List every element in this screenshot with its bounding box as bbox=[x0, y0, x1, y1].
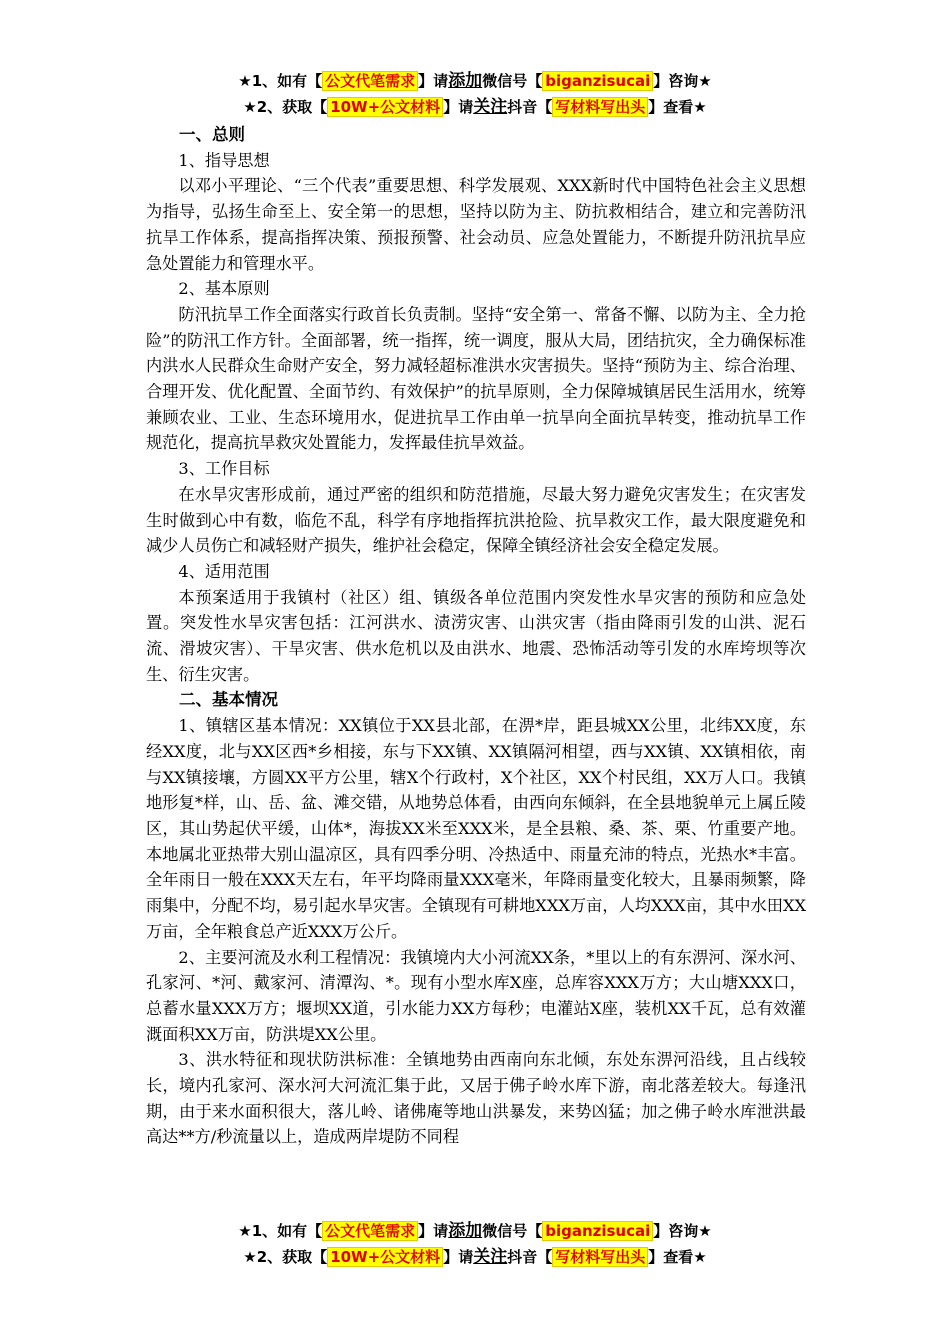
promo-banner-top-line2 bbox=[0, 94, 950, 120]
banner-text: 】咨询★ bbox=[653, 1222, 712, 1240]
promo-banner-bottom-line1 bbox=[0, 1218, 950, 1244]
banner-text: ★1、如有【 bbox=[238, 1222, 323, 1240]
subsection-heading: 3、工作目标 bbox=[178, 459, 270, 479]
paragraph: 在水旱灾害形成前，通过严密的组织和防范措施，尽最大努力避免灾害发生；在灾害发生时做到心中有数，临危不乱，科学有序地指挥抗洪抢险、抗旱救灾工作，最大限度避免和减少人员伤亡和减轻财产损失，维护社会稳定，保障全镇经济社会安全稳定发展。 bbox=[146, 484, 806, 556]
banner-text: ★2、获取【 bbox=[243, 98, 328, 116]
document-body bbox=[146, 122, 806, 1150]
paragraph: 防汛抗旱工作全面落实行政首长负责制。坚持“安全第一、常备不懈、以防为主、全力抢险”的防汛工作方针。全面部署，统一指挥，统一调度，服从大局，团结抗灾，全力确保标准内洪水人民群众生命财产安全，努力减轻超标准洪水灾害损失。坚持“预防为主、综合治理、合理开发、优化配置、全面节约、有效保护”的抗旱原则，全力保障城镇居民生活用水，统筹兼顾农业、工业、生态环境用水，促进抗旱工作由单一抗旱向全面抗旱转变，推动抗旱工作规范化，提高抗旱救灾处置能力，发挥最佳抗旱效益。 bbox=[146, 304, 806, 453]
paragraph: 1、镇辖区基本情况：XX镇位于XX县北部，在淠*岸，距县城XX公里，北纬XX度，东经XX度，北与XX区西*乡相接，东与下XX镇、XX镇隔河相望，西与XX镇、XX镇相依，南与XX镇接壤，方圆XX平方公里，辖X个行政村，X个社区，XX个村民组，XX万人口。我镇地形复*样，山、岳、盆、滩交错，从地势总体看，由西向东倾斜，在全县地貌单元上属丘陵区，其山势起伏平缓，山体*，海拔XX米至XXX米，是全县粮、桑、茶、栗、竹重要产地。本地属北亚热带大别山温凉区，具有四季分明、冷热适中、雨量充沛的特点，光热水*丰富。全年雨日一般在XXX天左右，年平均降雨量XXX毫米，年降雨量变化较大，且暴雨频繁，降雨集中，分配不均，易引起水旱灾害。全镇现有可耕地XXX万亩，人均XXX亩，其中水田XX万亩，全年粮食总产近XXX万公斤。 bbox=[146, 716, 806, 941]
promo-banner-bottom-line2 bbox=[0, 1244, 950, 1270]
banner-text: 】请 bbox=[443, 1248, 474, 1266]
paragraph: 3、洪水特征和现状防洪标准：全镇地势由西南向东北倾，东处东淠河沿线，且占线较长，境内孔家河、深水河大河流汇集于此，又居于佛子岭水库下游，南北落差较大。每逢汛期，由于来水面积很大，落儿岭、诸佛庵等地山洪暴发，来势凶猛；加之佛子岭水库泄洪最高达**方/秒流量以上，造成两岸堤防不同程 bbox=[146, 1050, 806, 1147]
banner-emphasis: 添加 bbox=[448, 1221, 483, 1241]
banner-text: 抖音【 bbox=[507, 1248, 553, 1266]
banner-text: 微信号【 bbox=[482, 72, 543, 90]
banner-highlight: 写材料写出头 bbox=[552, 97, 648, 117]
banner-text: 】请 bbox=[443, 98, 474, 116]
banner-highlight: 写材料写出头 bbox=[552, 1247, 648, 1267]
subsection-heading: 2、基本原则 bbox=[178, 279, 270, 299]
banner-text: 】查看★ bbox=[648, 98, 707, 116]
paragraph: 以邓小平理论、“三个代表”重要思想、科学发展观、XXX新时代中国特色社会主义思想为指导，弘扬生命至上、安全第一的思想，坚持以防为主、防抗救相结合，建立和完善防汛抗旱工作体系，提高指挥决策、预报预警、社会动员、应急处置能力，不断提升防汛抗旱应急处置能力和管理水平。 bbox=[146, 176, 806, 273]
banner-text: ★1、如有【 bbox=[238, 72, 323, 90]
subsection-heading: 4、适用范围 bbox=[178, 561, 270, 581]
subsection-heading: 1、指导思想 bbox=[178, 150, 270, 170]
section-heading: 二、基本情况 bbox=[179, 690, 278, 710]
banner-text: 】请 bbox=[418, 72, 449, 90]
banner-text: 微信号【 bbox=[482, 1222, 543, 1240]
banner-text: 】咨询★ bbox=[653, 72, 712, 90]
banner-highlight: biganzisucai bbox=[542, 71, 653, 91]
banner-emphasis: 关注 bbox=[473, 97, 508, 117]
banner-highlight: 10W+公文材料 bbox=[327, 97, 443, 117]
paragraph: 2、主要河流及水利工程情况：我镇境内大小河流XX条，*里以上的有东淠河、深水河、孔家河、*河、戴家河、清潭沟、*。现有小型水库X座，总库容XXX万方；大山塘XXX口，总蓄水量XXX万方；堰坝XX道，引水能力XX方每秒；电灌站X座，装机XX千瓦，总有效灌溉面积XX万亩，防洪堤XX公里。 bbox=[146, 947, 806, 1044]
banner-emphasis: 添加 bbox=[448, 71, 483, 91]
banner-text: 】请 bbox=[418, 1222, 449, 1240]
banner-text: ★2、获取【 bbox=[243, 1248, 328, 1266]
banner-emphasis: 关注 bbox=[473, 1247, 508, 1267]
banner-highlight: 公文代笔需求 bbox=[322, 1221, 418, 1241]
section-heading: 一、总则 bbox=[179, 125, 245, 144]
banner-highlight: 10W+公文材料 bbox=[327, 1247, 443, 1267]
banner-text: 】查看★ bbox=[648, 1248, 707, 1266]
promo-banner-top-line1 bbox=[0, 68, 950, 94]
banner-highlight: biganzisucai bbox=[542, 1221, 653, 1241]
banner-highlight: 公文代笔需求 bbox=[322, 71, 418, 91]
paragraph: 本预案适用于我镇村（社区）组、镇级各单位范围内突发性水旱灾害的预防和应急处置。突发性水旱灾害包括：江河洪水、渍涝灾害、山洪灾害（指由降雨引发的山洪、泥石流、滑坡灾害）、干旱灾害、供水危机以及由洪水、地震、恐怖活动等引发的水库垮坝等次生、衍生灾害。 bbox=[146, 587, 806, 684]
banner-text: 抖音【 bbox=[507, 98, 553, 116]
